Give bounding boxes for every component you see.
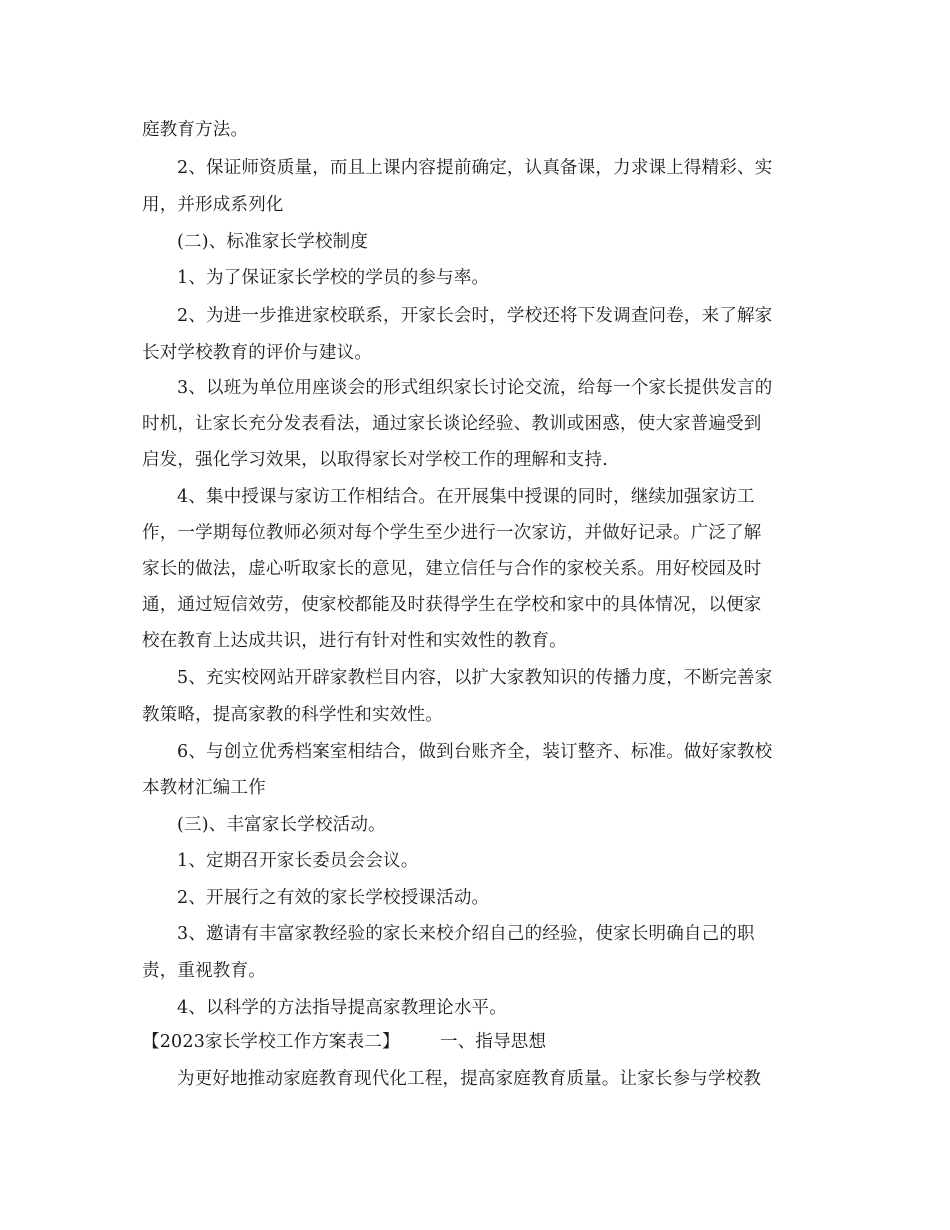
paragraph-first-line: 2、保证师资质量，而且上课内容提前确定，认真备课，力求课上得精彩、实 — [177, 158, 773, 178]
paragraph-continuation: 家长的做法，虚心听取家长的意见，建立信任与合作的家校关系。用好校园及时 — [142, 559, 762, 579]
paragraph-first-line: 为更好地推动家庭教育现代化工程，提高家庭教育质量。让家长参与学校教 — [177, 1069, 762, 1089]
section-heading: 一、指导思想 — [440, 1032, 547, 1052]
paragraph-continuation: 作，一学期每位教师必须对每个学生至少进行一次家访，并做好记录。广泛了解 — [142, 523, 762, 543]
paragraph-first-line: 4、集中授课与家访工作相结合。在开展集中授课的同时，继续加强家访工 — [177, 487, 755, 507]
paragraph-first-line: 1、定期召开家长委员会会议。 — [177, 851, 419, 871]
paragraph-first-line: 6、与创立优秀档案室相结合，做到台账齐全，装订整齐、标准。做好家教校 — [177, 742, 773, 762]
section-heading: (三)、丰富家长学校活动。 — [177, 815, 386, 835]
paragraph-continuation: 校在教育上达成共识，进行有针对性和实效性的教育。 — [142, 631, 567, 651]
paragraph-continuation: 时机，让家长充分发表看法，通过家长谈论经验、教训或困惑，使大家普遍受到 — [142, 414, 762, 434]
paragraph-continuation: 本教材汇编工作 — [142, 778, 266, 798]
paragraph-continuation: 启发，强化学习效果，以取得家长对学校工作的理解和支持. — [142, 450, 608, 470]
paragraph-first-line: 1、为了保证家长学校的学员的参与率。 — [177, 268, 490, 288]
paragraph-first-line: 5、充实校网站开辟家教栏目内容，以扩大家教知识的传播力度，不断完善家 — [177, 668, 773, 688]
paragraph-first-line: 3、邀请有丰富家教经验的家长来校介绍自己的经验，使家长明确自己的职 — [177, 924, 755, 944]
paragraph-continuation: 用，并形成系列化 — [142, 195, 284, 215]
document-title: 【2023家长学校工作方案表二】 — [142, 1032, 400, 1052]
paragraph-continuation: 庭教育方法。 — [142, 120, 249, 140]
paragraph-first-line: 2、开展行之有效的家长学校授课活动。 — [177, 888, 490, 908]
paragraph-first-line: 2、为进一步推进家校联系，开家长会时，学校还将下发调查问卷，来了解家 — [177, 306, 773, 326]
paragraph-first-line: 4、以科学的方法指导提高家教理论水平。 — [177, 998, 507, 1018]
paragraph-continuation: 教策略，提高家教的科学性和实效性。 — [142, 705, 443, 725]
paragraph-first-line: 3、以班为单位用座谈会的形式组织家长讨论交流，给每一个家长提供发言的 — [177, 378, 773, 398]
paragraph-continuation: 通，通过短信效劳，使家校都能及时获得学生在学校和家中的具体情况，以便家 — [142, 595, 762, 615]
paragraph-continuation: 责，重视教育。 — [142, 961, 266, 981]
paragraph-continuation: 长对学校教育的评价与建议。 — [142, 343, 373, 363]
section-heading: (二)、标准家长学校制度 — [177, 232, 369, 252]
